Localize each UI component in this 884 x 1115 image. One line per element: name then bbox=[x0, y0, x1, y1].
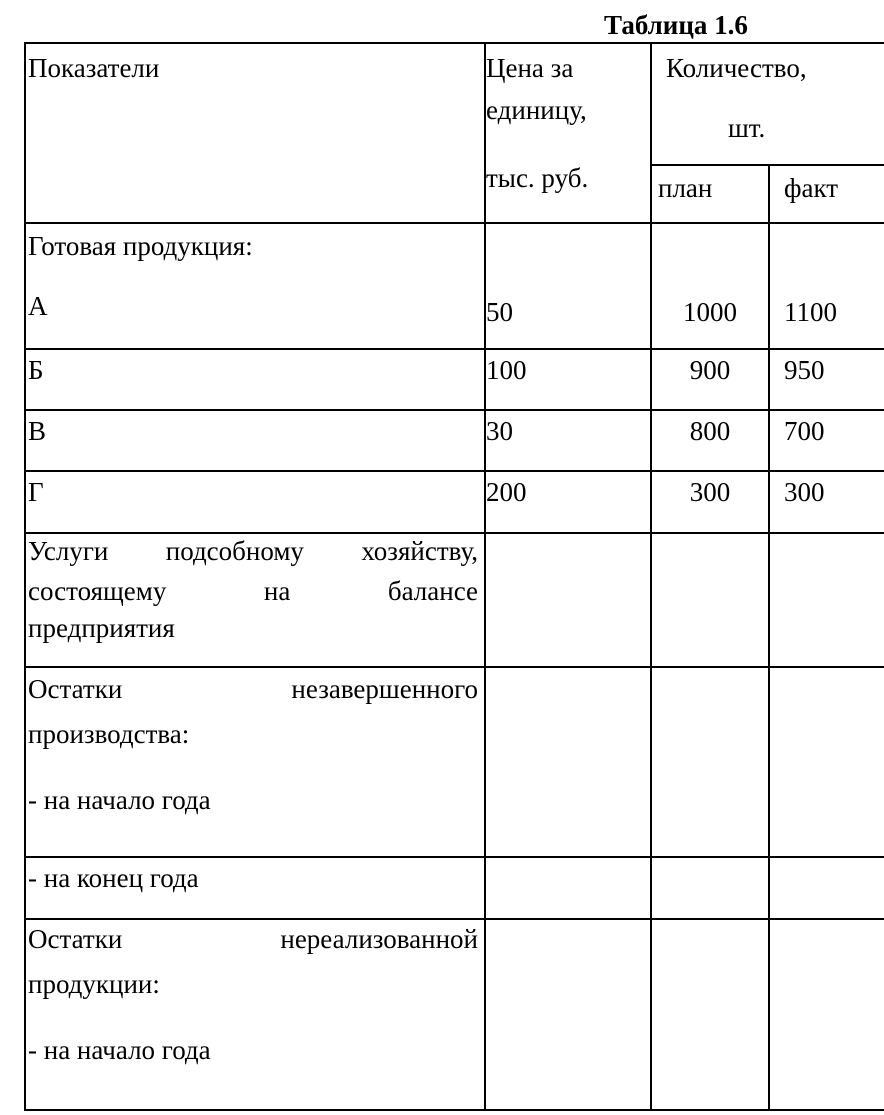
product-b-plan: 900 bbox=[689, 355, 731, 385]
col-rule-left bbox=[24, 42, 26, 1111]
wip-end-of-year: - на конец года bbox=[28, 863, 199, 893]
col-rule-fact bbox=[768, 164, 770, 1111]
row-rule-a bbox=[24, 348, 884, 350]
unsold-line1: Остатки нереализованной bbox=[28, 924, 478, 954]
wip-start-of-year: - на начало года bbox=[28, 785, 211, 815]
unsold-start-of-year: - на начало года bbox=[28, 1035, 211, 1065]
header-bottom-rule bbox=[24, 222, 884, 224]
header-price-line2: единицу, bbox=[486, 95, 587, 125]
table-caption: Таблица 1.6 bbox=[604, 10, 748, 40]
finished-goods-label: Готовая продукция: bbox=[28, 231, 253, 261]
product-b-price: 100 bbox=[486, 355, 527, 385]
row-rule-g bbox=[24, 532, 884, 534]
header-fact: факт bbox=[784, 173, 839, 203]
wip-line2: производства: bbox=[28, 719, 190, 749]
product-a-plan: 1000 bbox=[683, 297, 737, 327]
product-g-name: Г bbox=[28, 477, 44, 507]
row-rule-b bbox=[24, 409, 884, 411]
header-quantity-line1: Количество, bbox=[666, 53, 807, 83]
product-a-fact: 1100 bbox=[784, 297, 837, 327]
product-v-fact: 700 bbox=[784, 416, 825, 446]
row-rule-services bbox=[24, 666, 884, 668]
header-plan: план bbox=[658, 173, 713, 203]
product-a-name: А bbox=[28, 291, 48, 321]
product-v-price: 30 bbox=[486, 416, 513, 446]
header-quantity-line2: шт. bbox=[728, 113, 766, 143]
product-v-name: В bbox=[28, 416, 47, 446]
services-line3: предприятия bbox=[28, 613, 175, 643]
product-b-fact: 950 bbox=[784, 355, 825, 385]
table-border-top bbox=[24, 42, 884, 44]
header-price-line3: тыс. руб. bbox=[486, 163, 589, 193]
col-rule-plan bbox=[650, 42, 652, 1111]
product-g-price: 200 bbox=[486, 477, 527, 507]
row-rule-wip-end bbox=[24, 918, 884, 920]
product-b-name: Б bbox=[28, 355, 44, 385]
wip-line1: Остатки незавершенного bbox=[28, 674, 478, 704]
header-price-line1: Цена за bbox=[486, 53, 574, 83]
services-line2: состоящему на балансе bbox=[28, 576, 478, 606]
product-g-fact: 300 bbox=[784, 477, 825, 507]
data-table bbox=[24, 42, 884, 1114]
product-v-plan: 800 bbox=[689, 416, 731, 446]
services-line1: Услуги подсобному хозяйству, bbox=[28, 536, 478, 566]
col-rule-price bbox=[484, 42, 486, 1111]
header-indicators: Показатели bbox=[28, 53, 160, 83]
row-rule-v bbox=[24, 470, 884, 472]
table-border-bottom bbox=[24, 1109, 884, 1111]
product-g-plan: 300 bbox=[689, 477, 731, 507]
unsold-line2: продукции: bbox=[28, 969, 160, 999]
product-a-price: 50 bbox=[486, 297, 513, 327]
header-divider-qty bbox=[650, 164, 884, 166]
row-rule-wip-start bbox=[24, 856, 884, 858]
